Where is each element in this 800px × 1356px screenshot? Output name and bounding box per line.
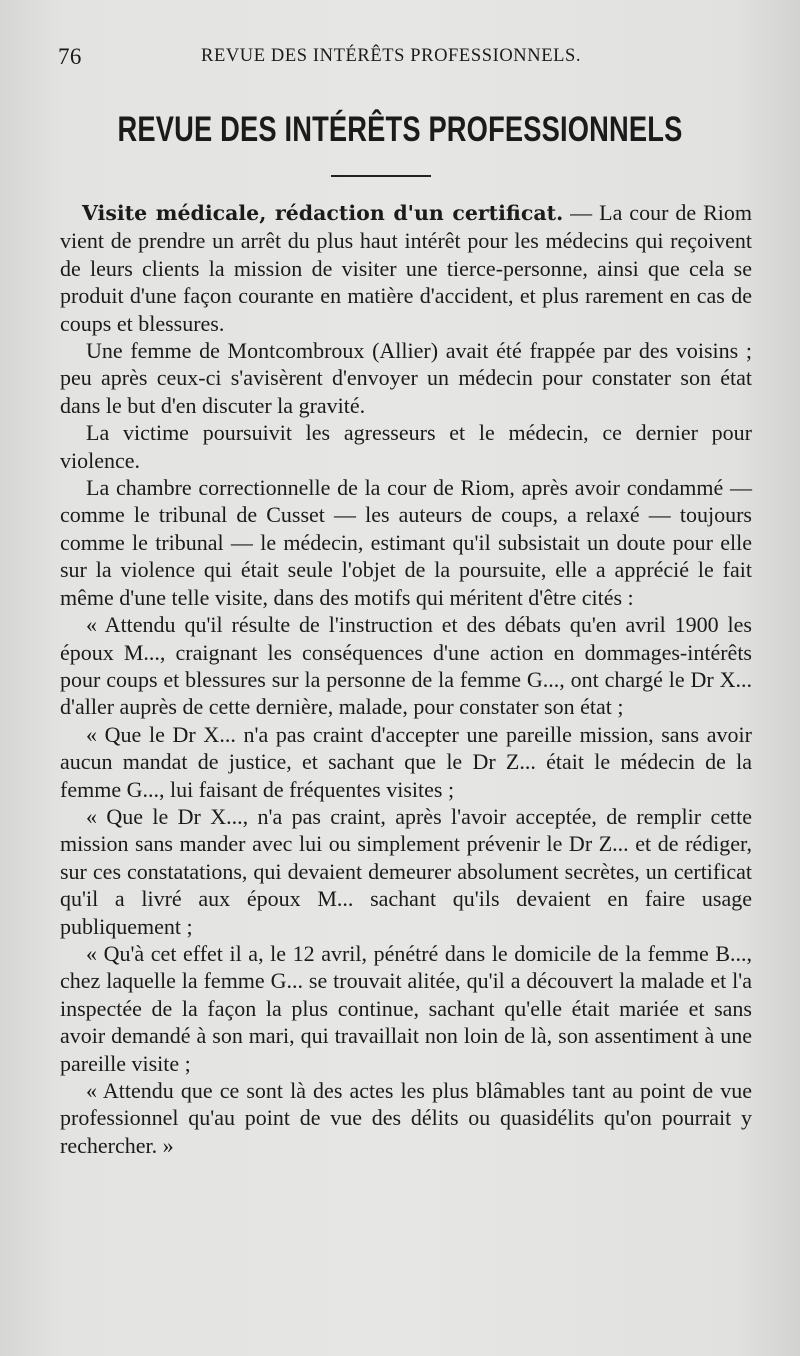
article-heading: Visite médicale, rédaction d'un certificat. <box>82 201 564 225</box>
article-paragraph-4: La chambre correctionnelle de la cour de Riom, après avoir condammé — comme le tribunal de Cusset — les auteurs de coups, a relaxé — toujours comme le tribunal — le médecin, estimant qu'il subsistait un doute pour elle sur la violence qui était seule l'objet de la poursuite, elle a apprécié le fait même d'une telle visite, dans des motifs qui méritent d'être cités : <box>60 475 752 610</box>
running-title: REVUE DES INTÉRÊTS PROFESSIONNELS. <box>201 46 582 66</box>
article-paragraph-5: « Attendu qu'il résulte de l'instruction et des débats qu'en avril 1900 les époux M..., craignant les conséquences d'une action en dommages-intérêts pour coups et blessures sur la personne de la femme G..., ont chargé le Dr X... d'aller auprès de cette dernière, malade, pour constater son état ; <box>60 612 752 720</box>
article-paragraph-1 <box>60 199 752 337</box>
article-paragraph-6: « Que le Dr X... n'a pas craint d'accepter une pareille mission, sans avoir aucun mandat de justice, et sachant que le Dr Z... était le médecin de la femme G..., lui faisant de fréquentes visites ; <box>60 721 752 802</box>
article-paragraph-8: « Qu'à cet effet il a, le 12 avril, pénétré dans le domicile de la femme B..., chez laquelle la femme G... se trouvait alitée, qu'il a découvert la malade et l'a inspectée de la façon la plus continue, sachant qu'elle était mariée et sans avoir demandé à son mari, qui travaillait non loin de là, son assentiment à une pareille visite ; <box>60 940 752 1076</box>
title-rule <box>331 175 431 177</box>
running-header <box>58 44 748 78</box>
article-paragraph-2: Une femme de Montcombroux (Allier) avait été frappée par des voisins ; peu après ceux-ci s'avisèrent d'envoyer un médecin pour constater son état dans le but d'en discuter la gravité. <box>60 338 752 418</box>
article-paragraph-1-text: — La cour de Riom vient de prendre un arrêt du plus haut intérêt pour les médecins qui reçoivent de leurs clients la mission de visiter une tierce-personne, ainsi que cela se produit d'une façon courante en matière d'accident, et plus rarement en cas de coups et blessures. <box>60 200 752 336</box>
article-paragraph-3: La victime poursuivit les agresseurs et le médecin, ce dernier pour violence. <box>60 420 752 473</box>
section-title: REVUE DES INTÉRÊTS PROFESSIONNELS <box>117 110 683 149</box>
article-paragraph-9: « Attendu que ce sont là des actes les plus blâmables tant au point de vue professionnel qu'au point de vue des délits ou quasidélits qu'on pourrait y rechercher. » <box>60 1078 752 1158</box>
article-body <box>60 199 752 1159</box>
article-paragraph-7: « Que le Dr X..., n'a pas craint, après l'avoir acceptée, de remplir cette mission sans mander avec lui ou simplement prévenir le Dr Z... et de rédiger, sur ces constatations, qui devaient demeurer absolument secrètes, un certificat qu'il a livré aux époux M... sachant qu'ils devaient en faire usage publiquement ; <box>60 803 752 939</box>
page-number: 76 <box>58 44 82 69</box>
